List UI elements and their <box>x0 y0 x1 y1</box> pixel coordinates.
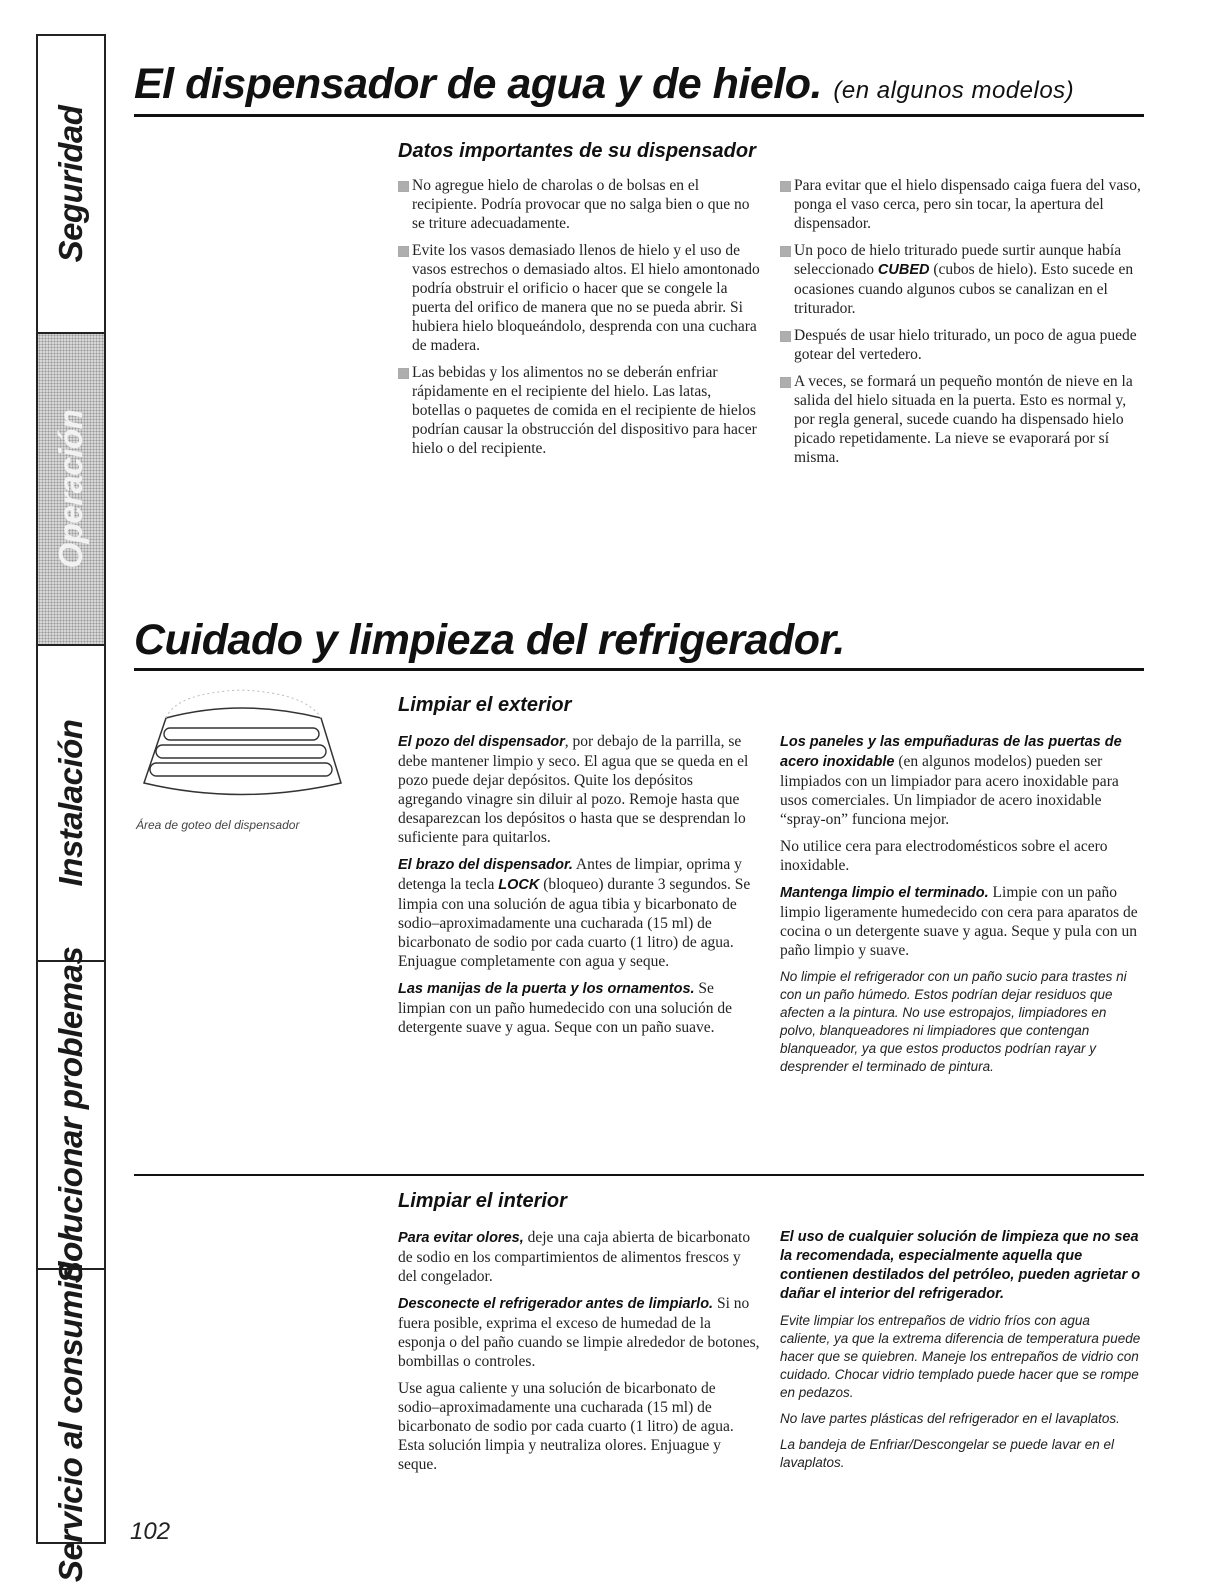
paragraph: No utilice cera para electrodomésticos sobre el acero inoxidable. <box>780 838 1108 874</box>
interior-note: La bandeja de Enfriar/Descongelar se puede lavar en el lavaplatos. <box>780 1437 1114 1470</box>
bullet-icon <box>780 377 791 388</box>
tab-operacion[interactable]: Operación <box>38 334 104 646</box>
bullet-icon <box>398 368 409 379</box>
subsection-heading: Limpiar el interior <box>398 1190 567 1212</box>
interior-note: No lave partes plásticas del refrigerador en el lavaplatos. <box>780 1411 1120 1426</box>
interior-note: Evite limpiar los entrepaños de vidrio fríos con agua caliente, ya que la extrema diferencia de temperatura puede hacer que se quiebren. Maneje los entrepaños de vidrio con cuidado. Chocar vidrio templado puede hacer que se rompe en pedazos. <box>780 1313 1141 1400</box>
lock-key-label: LOCK <box>498 877 540 893</box>
bullet-icon <box>780 331 791 342</box>
paragraph: Mantenga limpio el terminado. Limpie con un paño limpio ligeramente humedecido con cera para aparatos de cocina o un detergente suave y agua. Seque y pula con un paño limpio y suave. <box>780 884 1138 959</box>
list-item: Evite los vasos demasiado llenos de hielo y el uso de vasos estrechos o demasiado altos. El hielo amontonado podría obstruir el orificio o hacer que se congele la puerta del orifico de manera que no se pueda abrir. Si hubiera hielo bloqueándolo, desprenda con una cuchara de madera. <box>398 241 763 355</box>
paragraph: Use agua caliente y una solución de bicarbonato de sodio–aproximadamente una cucharada (15 ml) de bicarbonato de sodio por cada cuarto (1 litro) de agua. Esta solución limpia y neutraliza olores. Enjuague y seque. <box>398 1380 734 1473</box>
page-number: 102 <box>130 1518 171 1545</box>
section-title-dispensador: El dispensador de agua y de hielo. (en algunos modelos) <box>134 60 1075 108</box>
paragraph: Los paneles y las empuñaduras de las puertas de acero inoxidable (en algunos modelos) pueden ser limpiados con un limpiador para acero inoxidable para usos comerciales. Un limpiador de acero inoxidable “spray-on” funciona mejor. <box>780 734 1122 828</box>
interior-right-column <box>780 1228 1142 1480</box>
tab-solucionar-problemas[interactable]: Solucionar problemas <box>38 962 104 1270</box>
section-rule <box>134 114 1144 117</box>
paragraph: Desconecte el refrigerador antes de limpiarlo. Si no fuera posible, exprima el exceso de humedad de la esponja o del paño cuando se limpie alrededor de botones, bombillas o controles. <box>398 1295 760 1370</box>
bullet-icon <box>780 181 791 192</box>
paragraph: El pozo del dispensador, por debajo de la parrilla, se debe mantener limpio y seco. El agua que se queda en el pozo puede dejar depósitos. Quite los depósitos agregando vinagre sin diluir al pozo. Remoje hasta que desaparezcan los depósitos o hasta que se desprendan lo suficiente para quitarlos. <box>398 733 749 846</box>
tab-instalacion[interactable]: Instalación <box>38 646 104 962</box>
bullet-icon <box>398 181 409 192</box>
bullet-icon <box>398 246 409 257</box>
paragraph: Las manijas de la puerta y los ornamentos. Se limpian con un paño humedecido con una solución de detergente suave y agua. Seque con un paño suave. <box>398 980 733 1036</box>
paragraph: Para evitar olores, deje una caja abierta de bicarbonato de sodio en los compartimientos de alimentos frescos y del congelador. <box>398 1229 751 1285</box>
subsection-heading: Limpiar el exterior <box>398 694 572 716</box>
sidebar-tabs <box>36 34 106 1583</box>
list-item: Después de usar hielo triturado, un poco de agua puede gotear del vertedero. <box>780 326 1145 364</box>
section-rule <box>134 1174 1144 1176</box>
bullet-icon <box>780 246 791 257</box>
subsection-heading: Datos importantes de su dispensador <box>398 140 756 162</box>
list-item: Un poco de hielo triturado puede surtir aunque había seleccionado CUBED (cubos de hielo). Esto sucede en ocasiones cuando algunos cubos se canalizan en el triturador. <box>780 241 1145 318</box>
tab-seguridad[interactable]: Seguridad <box>38 36 104 334</box>
interior-warning: El uso de cualquier solución de limpieza que no sea la recomendada, especialmente aquella que contienen destilados del petróleo, pueden agrietar o dañar el interior del refrigerador. <box>780 1229 1141 1302</box>
interior-left-column <box>398 1228 760 1482</box>
list-item: Para evitar que el hielo dispensado caiga fuera del vaso, ponga el vaso cerca, pero sin tocar, la apertura del dispensador. <box>780 176 1145 233</box>
tab-servicio-al-consumidor[interactable]: Servicio al consumidor <box>52 1229 89 1583</box>
dispenser-left-column <box>398 176 763 466</box>
cubed-label: CUBED <box>877 262 930 278</box>
paragraph: El brazo del dispensador. Antes de limpiar, oprima y detenga la tecla LOCK (bloqueo) durante 3 segundos. Se limpia con una solución de agua tibia y bicarbonato de sodio–aproximadamente una cucharada (15 ml) de bicarbonato de sodio por cada cuarto (1 litro) de agua. Enjuague completamente con agua y seque. <box>398 856 751 970</box>
list-item: Las bebidas y los alimentos no se deberán enfriar rápidamente en el recipiente del hielo. Las latas, botellas o paquetes de comida en el recipiente de hielos podrían causar la obstrucción del dispositivo para hacer hielo o del recipiente. <box>398 363 763 458</box>
exterior-left-column <box>398 732 760 1045</box>
dispenser-right-column <box>780 176 1145 475</box>
section-rule <box>134 668 1144 671</box>
list-item: A veces, se formará un pequeño montón de nieve en la salida del hielo situada en la puerta. Esto es normal y, por regla general, sucede cuando ha dispensado hielo picado repetidamente. La nieve se evaporará por sí misma. <box>780 372 1145 467</box>
exterior-right-column <box>780 732 1142 1084</box>
section-subtitle: (en algunos modelos) <box>833 77 1075 104</box>
figure-caption: Área de goteo del dispensador <box>136 818 300 832</box>
section-title-cuidado: Cuidado y limpieza del refrigerador. <box>134 616 845 664</box>
list-item: No agregue hielo de charolas o de bolsas en el recipiente. Podría provocar que no salga bien o que no se triture adecuadamente. <box>398 176 763 233</box>
drip-area-illustration <box>136 688 346 813</box>
exterior-warning: No limpie el refrigerador con un paño sucio para trastes ni con un paño húmedo. Estos podrían dejar residuos que afecten a la pintura. No use estropajos, limpiadores en polvo, blanqueadores ni limpiadores que contengan blanqueador, ya que estos productos podrían rayar y desprender el terminado de pintura. <box>780 969 1127 1074</box>
